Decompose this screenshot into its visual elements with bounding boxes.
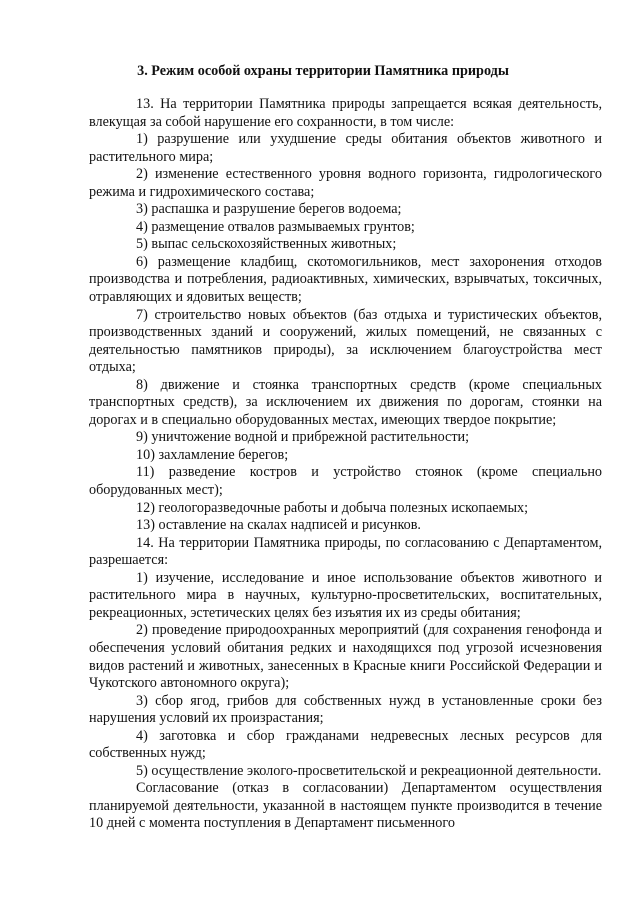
list-item: 12) геологоразведочные работы и добыча полезных ископаемых;: [136, 499, 529, 516]
list-item: 10) захламление берегов;: [136, 446, 289, 463]
list-item: 13) оставление на скалах надписей и рисунков.: [136, 517, 421, 534]
list-item: 9) уничтожение водной и прибрежной растительности;: [136, 429, 470, 446]
section-heading: 3. Режим особой охраны территории Памятника природы: [137, 63, 509, 79]
list-item: 7) строительство новых объектов (баз отдыха и туристических объектов, производственных зданий и сооружений, жилых помещений, не связанных с деятельностью памятников природы), за исключением благоустройства мест отдыха;: [89, 306, 602, 376]
list-item: 8) движение и стоянка транспортных средств (кроме специальных транспортных средств), за исключением их движения по дорогам, стоянки на дорогах и в специально оборудованных местах, имеющих твердое покрытие;: [89, 376, 602, 428]
list-item: 3) распашка и разрушение берегов водоема;: [136, 201, 402, 218]
list-item: 4) размещение отвалов размываемых грунтов;: [136, 218, 415, 235]
list-item: 1) разрушение или ухудшение среды обитания объектов животного и растительного мира;: [89, 131, 602, 165]
list-item: 6) размещение кладбищ, скотомогильников, мест захоронения отходов производства и потребления, радиоактивных, химических, взрывчатых, токсичных, отравляющих и ядовитых веществ;: [89, 253, 602, 306]
list-item: 2) изменение естественного уровня водного горизонта, гидрологического режима и гидрохимического состава;: [89, 166, 602, 200]
list-item: 11) разведение костров и устройство стоянок (кроме специально оборудованных мест);: [89, 464, 602, 499]
section-body: [89, 96, 602, 833]
paragraph: 14. На территории Памятника природы, по согласованию с Департаментом, разрешается:: [89, 534, 602, 569]
list-item: 4) заготовка и сбор гражданами недревесных лесных ресурсов для собственных нужд;: [89, 727, 602, 762]
paragraph: 13. На территории Памятника природы запрещается всякая деятельность, влекущая за собой нарушение его сохранности, в том числе:: [89, 96, 602, 130]
list-item: 3) сбор ягод, грибов для собственных нужд в установленные сроки без нарушения условий их произрастания;: [89, 692, 602, 727]
list-item: 5) осуществление эколого-просветительской и рекреационной деятельности.: [136, 762, 602, 779]
list-item: 1) изучение, исследование и иное использование объектов животного и растительного мира в научных, культурно-просветительских, воспитательных, рекреационных, эстетических целях без изъятия их из среды обитания;: [89, 569, 602, 621]
list-item: 5) выпас сельскохозяйственных животных;: [136, 236, 397, 253]
list-item: 2) проведение природоохранных мероприятий (для сохранения генофонда и обеспечения условий обитания редких и находящихся под угрозой исчезновения видов растений и животных, занесенных в Красные книги Российской Федерации и Чукотского автономного округа);: [89, 622, 602, 692]
paragraph: Согласование (отказ в согласовании) Департаментом осуществления планируемой деятельности, указанной в настоящем пункте производится в течение 10 дней с момента поступления в Департамент письменного: [89, 780, 602, 832]
